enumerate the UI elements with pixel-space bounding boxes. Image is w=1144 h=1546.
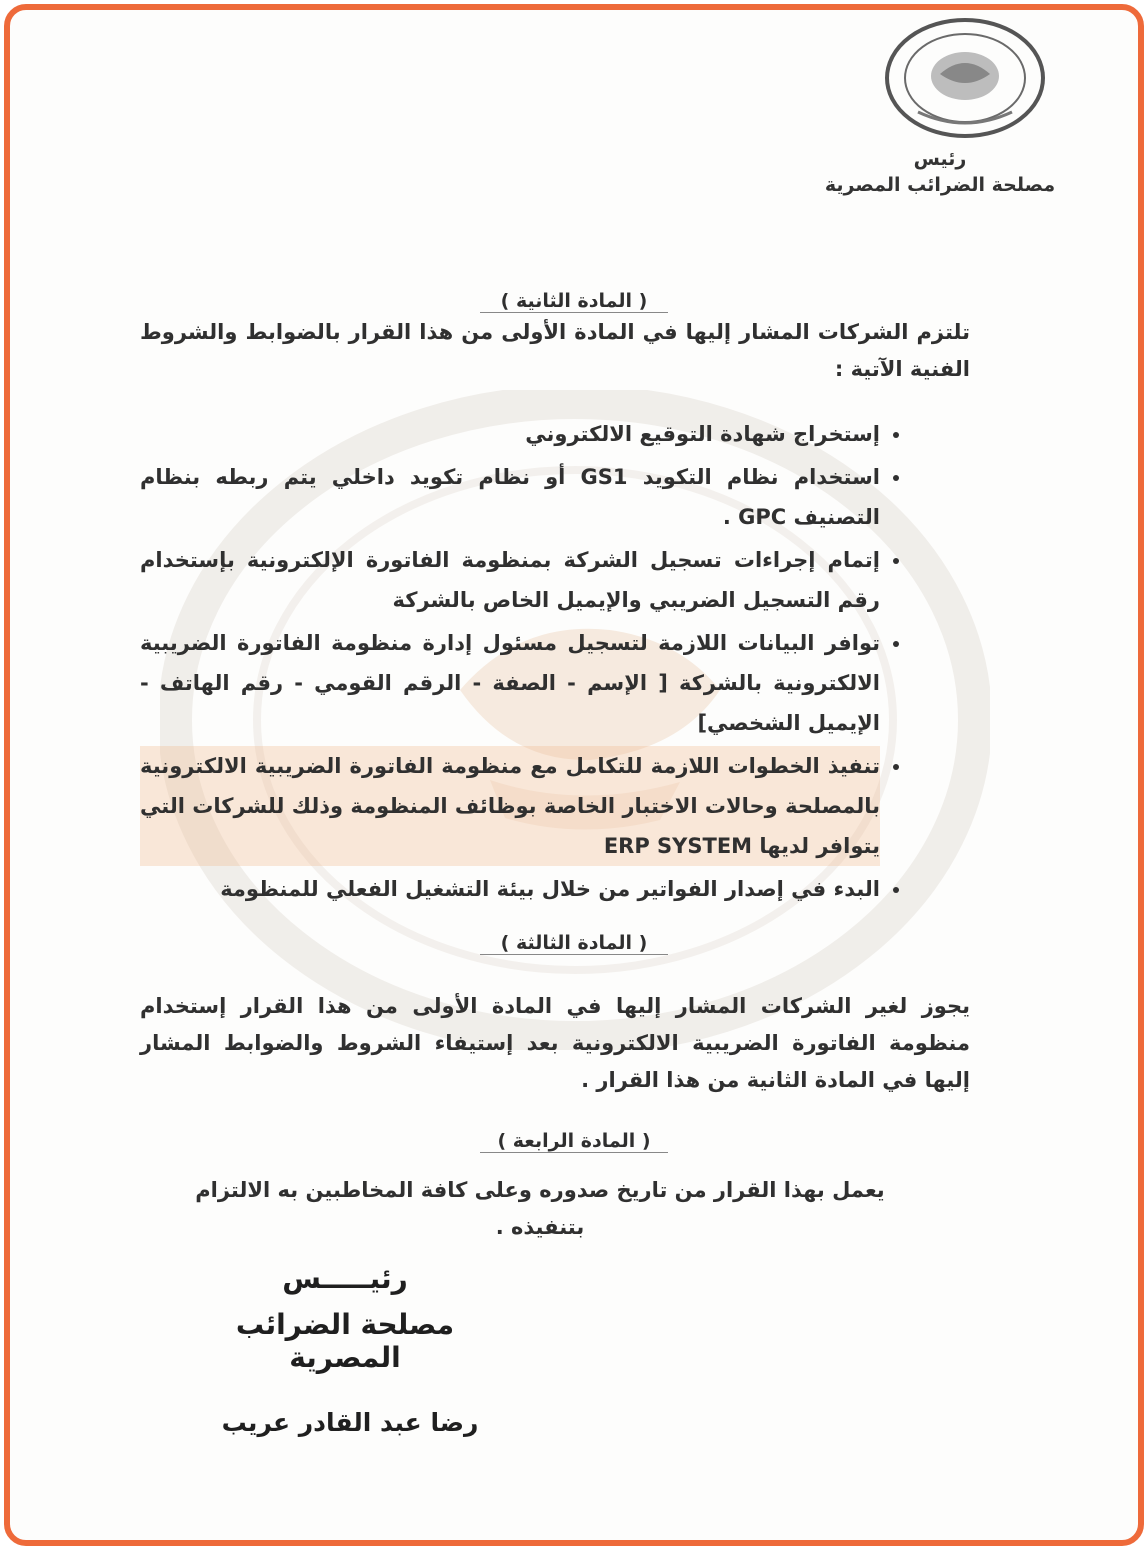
document-frame [4, 4, 1144, 1546]
list-item: • تنفيذ الخطوات اللازمة للتكامل مع منظومة الفاتورة الضريبية الالكترونية بالمصلحة وحالات الاختبار الخاصة بوظائف المنظومة وذلك للشركات التي يتوافر لديها ERP SYSTEM [140, 746, 880, 866]
letterhead [790, 146, 1090, 198]
list-item: • توافر البيانات اللازمة لتسجيل مسئول إدارة منظومة الفاتورة الضريبية الالكترونية بالشركة [ الإسم - الصفة - الرقم القومي - رقم الهاتف - الإيميل الشخصي] [140, 623, 880, 743]
list-item: • البدء في إصدار الفواتير من خلال بيئة التشغيل الفعلي للمنظومة [140, 869, 880, 909]
article-2-title: ( المادة الثانية ) [480, 290, 668, 313]
signature-title: رئيـــــس [282, 1262, 408, 1295]
signature-org: مصلحة الضرائب المصرية [235, 1308, 455, 1374]
article-2-intro: تلتزم الشركات المشار إليها في المادة الأولى من هذا القرار بالضوابط والشروط الفنية الآتية : [140, 320, 970, 381]
article-3-title: ( المادة الثالثة ) [480, 932, 668, 955]
signatory-name: رضا عبد القادر عريب [221, 1408, 479, 1437]
article-4-title: ( المادة الرابعة ) [480, 1130, 668, 1153]
list-item: • استخدام نظام التكويد GS1 أو نظام تكويد داخلي يتم ربطه بنظام التصنيف GPC . [140, 457, 880, 537]
conditions-list [140, 414, 906, 912]
article-4-text: يعمل بهذا القرار من تاريخ صدوره وعلى كافة المخاطبين به الالتزام بتنفيذه . [195, 1178, 885, 1239]
list-item: • إستخراج شهادة التوقيع الالكتروني [140, 414, 880, 454]
decree-page [10, 10, 1138, 1540]
article-3-text: يجوز لغير الشركات المشار إليها في المادة الأولى من هذا القرار إستخدام منظومة الفاتورة الضريبية الالكترونية بعد إستيفاء الشروط والضوابط المشار إليها في المادة الثانية من هذا القرار . [140, 994, 970, 1092]
list-item: • إتمام إجراءات تسجيل الشركة بمنظومة الفاتورة الإلكترونية بإستخدام رقم التسجيل الضريبي والإيميل الخاص بالشركة [140, 540, 880, 620]
letterhead-org: مصلحة الضرائب المصرية [824, 174, 1056, 196]
seal-icon [878, 16, 1053, 146]
letterhead-title: رئيس [913, 148, 967, 170]
